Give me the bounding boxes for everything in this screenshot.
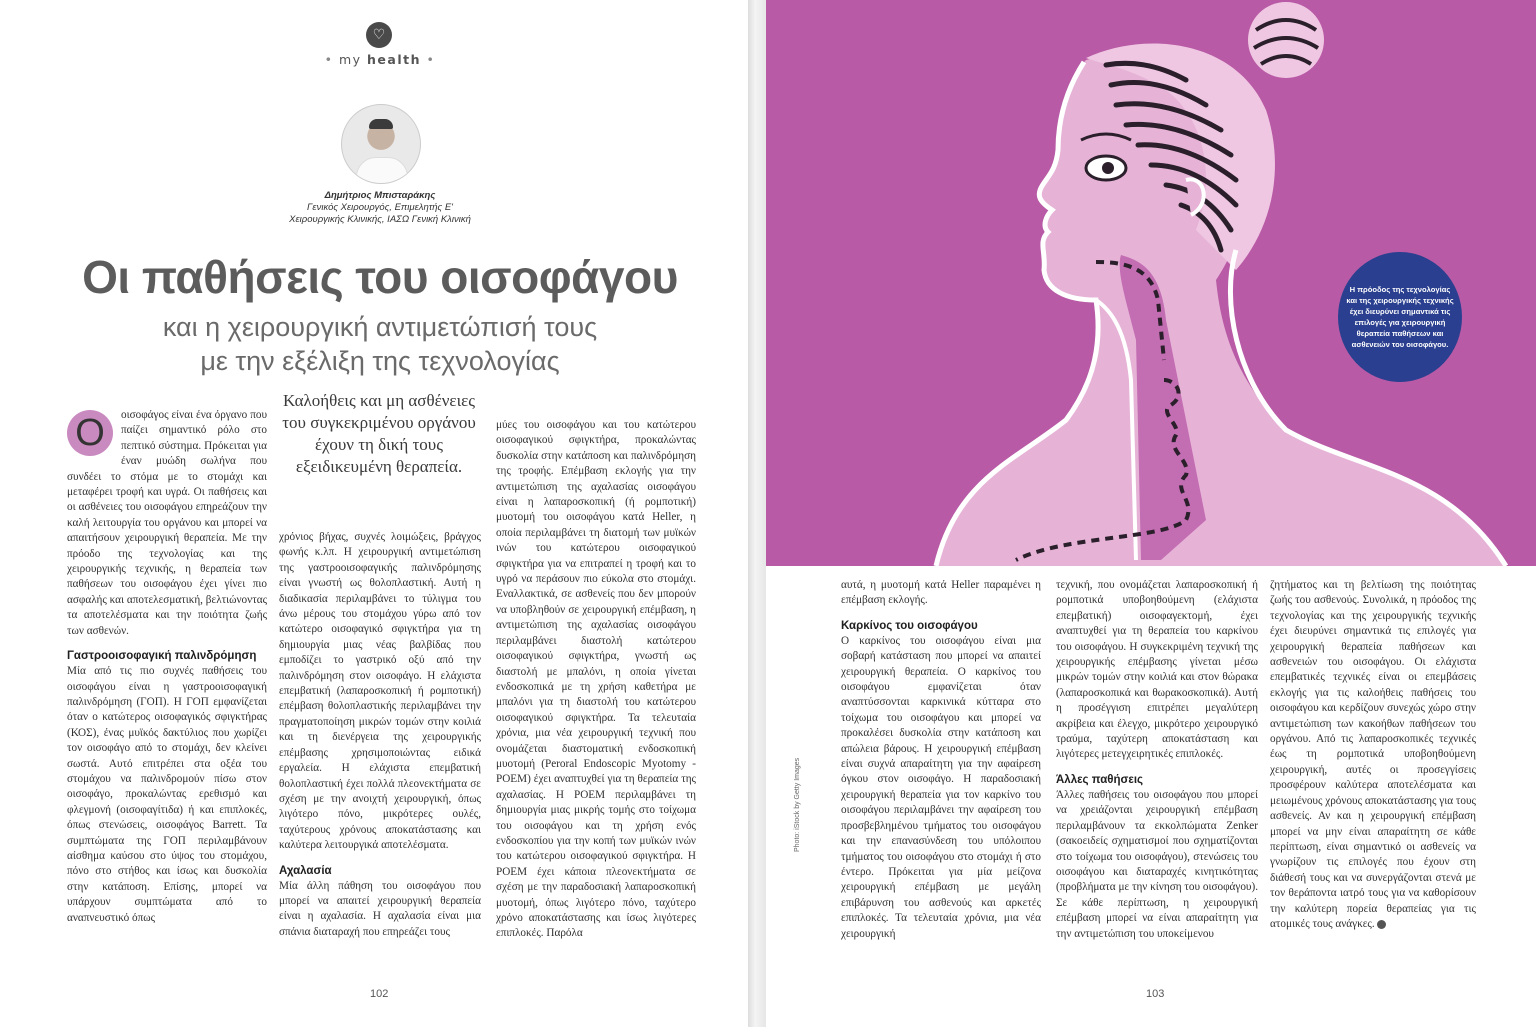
section-prefix: my	[338, 52, 362, 67]
heart-icon: ♡	[366, 22, 392, 48]
gerd-text: Μία από τις πιο συχνές παθήσεις του οισοφάγου είναι η γαστροοισοφαγική παλινδρόμηση (ΓΟΠ). Η ΓΟΠ εμφανίζεται όταν ο κατώτερος οισοφαγικός σφιγκτήρας (ΚΟΣ), ένας μυϊκός δακτύλιος που χωρίζει τον οισοφάγο από το στομάχι, δεν κλείνει σωστά. Αυτό επιτρέπει στα οξέα του στομάχου να παλινδρομούν πίσω στον οισοφάγο, προκαλώντας ερεθισμό και φλεγμονή (οισοφαγίτιδα) ή και επιπλοκές, όπως στενώσεις, οισοφάγος Barrett. Τα συμπτώματα της ΓΟΠ περιλαμβάνουν αίσθημα καύσου στο ύψος του στομάχου, πόνο στο στήθος και ίσως και δυσκολία στην κατάποση. Επίσης, μπορεί να υπάρχουν συμπτώματα από το αναπνευστικό όπως	[67, 665, 267, 924]
right-page	[766, 0, 1536, 1027]
cancer-text: Ο καρκίνος του οισοφάγου είναι μια σοβαρή κατάσταση που μπορεί να απαιτεί χειρουργική θεραπεία. Ο καρκίνος του οισοφάγου εμφανίζεται όταν αναπτύσσονται καρκινικά κύτταρα στο τοίχωμα του οισοφάγου και μπορεί να προκαλέσει δυσκολία στην κατάποση και απώλεια βάρους. Η χειρουργική επέμβαση είναι συχνά απαραίτητη για την αφαίρεση όγκου στον οισοφάγο. Η παραδοσιακή χειρουργική θεραπεία για τον καρκίνο του οισοφάγου περιλαμβάνει την αφαίρεση του προσβεβλημένου τμήματος του οισοφάγου και την επανασύνδεση του υπόλοιπου τμήματος του οισοφάγου στο στομάχι ή στο έντερο. Πρόκειται για μία μείζονα χειρουργική επέμβαση με μεγάλη επιβάρυνση του ασθενούς και αρκετές επιπλοκές. Τα τελευταία χρόνια, μια νέα χειρουργική	[841, 634, 1041, 940]
fundoplication-text: χρόνιος βήχας, συχνές λοιμώξεις, βράγχος φωνής κ.λπ. Η χειρουργική αντιμετώπιση της γαστροοισοφαγικής παλινδρόμησης είναι γνωστή ως θολοπλαστική. Αυτή η διαδικασία περιλαμβάνει το τύλιγμα του άνω μέρους του στομάχου γύρω από τον κατώτερο οισοφαγικό σφιγκτήρα για τη δημιουργία μιας νέας βαλβίδας που εμποδίζει το γαστρικό οξύ από την παλινδρόμηση στον οισοφάγο. Η ελάχιστα επεμβατική (λαπαροσκοπική ή ρομποτική) επέμβαση θολοπλαστικής περιλαμβάνει την πραγματοποίηση μικρών τομών στην κοιλιά και τη διενέργεια της χειρουργικής επέμβασης χρησιμοποιώντας ειδικά εργαλεία. Η ελάχιστα επεμβατική θολοπλαστική έχει πολλά πλεονεκτήματα σε σχέση με την ανοιχτή χειρουργική, όπως λιγότερο πόνο, μικρότερες ουλές, ταχύτερους χρόνους αποκατάστασης και καλύτερα λειτουργικά αποτελέσματα.	[279, 531, 481, 852]
author-name: Δημήτριος Μπισταράκης	[324, 190, 436, 201]
dropcap: Ο	[67, 410, 113, 456]
heading-other: Άλλες παθήσεις	[1056, 773, 1144, 786]
author-role-1: Γενικός Χειρουργός, Επιμελητής Ε'	[307, 202, 453, 213]
column-1	[67, 408, 267, 926]
intro-text: οισοφάγος είναι ένα όργανο που παίζει σημαντικό ρόλο στο πεπτικό σύστημα. Πρόκειται για έναν μυώδη σωλήνα που συνδέει το στόμα με το στομάχι και μεταφέρει τροφή και υγρά. Οι παθήσεις και οι ασθένειες του οισοφάγου επηρεάζουν την καλή λειτουργία του οργάνου και μπορεί να απαιτήσουν χειρουργική θεραπεία. Με την πρόοδο της τεχνολογίας και της χειρουργικής τεχνικής, η θεραπεία των παθήσεων του οισοφάγου έχει γίνει πιο ασφαλής και αποτελεσματική, βελτιώνοντας τα αποτελέσματα και την ποιότητα ζωής των ασθενών.	[67, 409, 267, 637]
photo-credit: Photo: iStock by Getty Images	[794, 757, 801, 852]
conclusion-text: ζητήματος και τη βελτίωση της ποιότητας ζωής του ασθενούς. Συνολικά, η πρόοδος της τεχνολογίας και της χειρουργικής τεχνικής έχει διευρύνει σημαντικά τις επιλογές για χειρουργική θεραπεία παθήσεων και ασθενειών του οισοφάγου. Οι ελάχιστα επεμβατικές τεχνικές είναι οι επεμβάσεις εκλογής για τις καλοήθεις παθήσεις του οισοφάγου και κερδίζουν συνεχώς χώρο στην αντιμετώπιση των κακοήθων παθήσεων του οργάνου. Από τις λαπαροσκοπικές τεχνικές έως τη ρομποτικά υποβοηθούμενη χειρουργική, αυτές οι προσεγγίσεις προσφέρουν καλύτερα αποτελέσματα και μειωμένους χρόνους αποκατάστασης για τους ασθενείς. Αν και η χειρουργική επέμβαση μπορεί να μην είναι απαραίτητη σε κάθε περίπτωση, είναι σημαντικό οι ασθενείς να γνωρίζουν τις επιλογές που έχουν στη διάθεσή τους και να συνεργάζονται στενά με τον θεράποντα ιατρό τους για να καθορίσουν την καλύτερη πορεία θεραπείας για τις ατομικές τους ανάγκες.	[1270, 579, 1476, 930]
heading-gerd: Γαστροοισοφαγική παλινδρόμηση	[67, 650, 257, 663]
subtitle-line-1: και η χειρουργική αντιμετώπισή τους	[162, 312, 598, 342]
esophagectomy-text: τεχνική, που ονομάζεται λαπαροσκοπική ή ρομποτικά υποβοηθούμενη (ελάχιστα επεμβατική) οισοφαγεκτομή, έχει αναπτυχθεί για τη θεραπεία του καρκίνου του οισοφάγου. Η συγκεκριμένη τεχνική της χειρουργικής επέμβασης γίνεται μέσω μικρών τομών στην κοιλιά και στον θώρακα (λαπαροσκοπικά και θωρακοσκοπικά). Αυτή η προσέγγιση επιτρέπει μεγαλύτερη ακρίβεια και έλεγχο, μικρότερο χειρουργικό τραύμα, ταχύτερη αποκατάσταση και λιγότερες μετεγχειρητικές επιπλοκές.	[1056, 579, 1258, 761]
author-avatar	[341, 104, 421, 184]
other-conditions-text: Άλλες παθήσεις του οισοφάγου που μπορεί να χρειάζονται χειρουργική επέμβαση περιλαμβάνουν τα εκκολπώματα Zenker (σακοειδείς σχηματισμοί που σχηματίζονται στο τοίχωμα του οισοφάγου), στενώσεις του οισοφάγου και διαταραχές κινητικότητας (προβλήματα με την κίνηση του οισοφάγου). Σε κάθε περίπτωση, η χειρουργική επέμβαση μπορεί να είναι απαραίτητη για την αντιμετώπιση του υποκείμενου	[1056, 788, 1258, 940]
author-role-2: Χειρουργικής Κλινικής, ΙΑΣΩ Γενική Κλινική	[289, 214, 471, 225]
heller-end-text: αυτά, η μυοτομή κατά Heller παραμένει η επέμβαση εκλογής.	[841, 579, 1041, 607]
column-2	[279, 530, 481, 940]
column-6	[1270, 578, 1476, 932]
callout-circle: Η πρόοδος της τεχνολογίας και της χειρουργικής τεχνικής έχει διευρύνει σημαντικά τις επιλογές για χειρουργική θεραπεία παθήσεων και ασθενειών του οισοφάγου.	[1338, 252, 1462, 382]
column-3	[496, 418, 696, 942]
end-of-article-icon	[1377, 920, 1386, 929]
section-name: health	[367, 52, 422, 67]
spine-gutter	[748, 0, 766, 1027]
pullquote: Καλοήθεις και μη ασθένειες του συγκεκριμένου οργάνου έχουν τη δική τους εξειδικευμένη θεραπεία.	[282, 391, 476, 476]
subtitle-line-2: με την εξέλιξη της τεχνολογίας	[200, 346, 560, 376]
article-subtitle	[120, 310, 640, 378]
heading-cancer: Καρκίνος του οισοφάγου	[841, 619, 978, 632]
heller-poem-text: μύες του οισοφάγου και του κατώτερου οισοφαγικού σφιγκτήρα, προκαλώντας δυσκολία στην κατάποση και παλινδρόμηση της τροφής. Επέμβαση εκλογής για την αντιμετώπιση της αχαλασίας οισοφάγου είναι η λαπαροσκοπική (ή ρομποτική) μυοτομή του οισοφάγου κατά Heller, η οποία περιλαμβάνει τη διατομή των μυϊκών ινών του κατώτερου οισοφαγικού σφιγκτήρα για να επιτραπεί η τροφή και το υγρό να περάσουν πιο εύκολα στο στομάχι. Εναλλακτικά, σε ασθενείς που δεν μπορούν να υποβληθούν σε χειρουργική επέμβαση, η αντιμετώπιση της αχαλασίας οισοφάγου περιλαμβάνει διαστολή κατώτερου οισοφαγικού σφιγκτήρα, γνωστή ως διαστολή με μπαλόνι, η οποία γίνεται ενδοσκοπικά με τη χρήση καθετήρα με μπαλόνι για τη διαστολή του κατώτερου οισοφαγικού σφιγκτήρα. Τα τελευταία χρόνια, μια νέα χειρουργική τεχνική που ονομάζεται διαστοματική ενδοσκοπική μυοτομή (Peroral Endoscopic Myotomy - POEM) έχει αναπτυχθεί για τη θεραπεία της αχαλασίας. Η POEM περιλαμβάνει τη δημιουργία μιας μικρής τομής στο τοίχωμα του οισοφάγου και τη χρήση ενός ενδοσκοπίου για την κοπή των μυϊκών ινών του κατώτερου οισοφαγικού σφιγκτήρα. Η POEM έχει κάποια πλεονεκτήματα σε σχέση με την παραδοσιακή λαπαροσκοπική μυοτομή, όπως λιγότερο πόνο, ταχύτερο χρόνο αποκατάστασης και ίσως λιγότερες επιπλοκές. Παρόλα	[496, 419, 696, 940]
article-title: Οι παθήσεις του οισοφάγου	[82, 251, 678, 303]
column-4	[841, 578, 1041, 942]
achalasia-text: Μία άλλη πάθηση του οισοφάγου που μπορεί να απαιτεί χειρουργική θεραπεία είναι η αχαλασία. Η αχαλασία είναι μια σπάνια διαταραχή που επηρεάζει τους	[279, 879, 481, 938]
page-number-left: 102	[370, 988, 389, 1000]
section-label: • my health •	[324, 52, 436, 67]
author-info	[270, 190, 490, 226]
left-page	[0, 0, 748, 1027]
column-5	[1056, 578, 1258, 942]
heading-achalasia: Αχαλασία	[279, 864, 332, 877]
page-number-right: 103	[1146, 988, 1165, 1000]
